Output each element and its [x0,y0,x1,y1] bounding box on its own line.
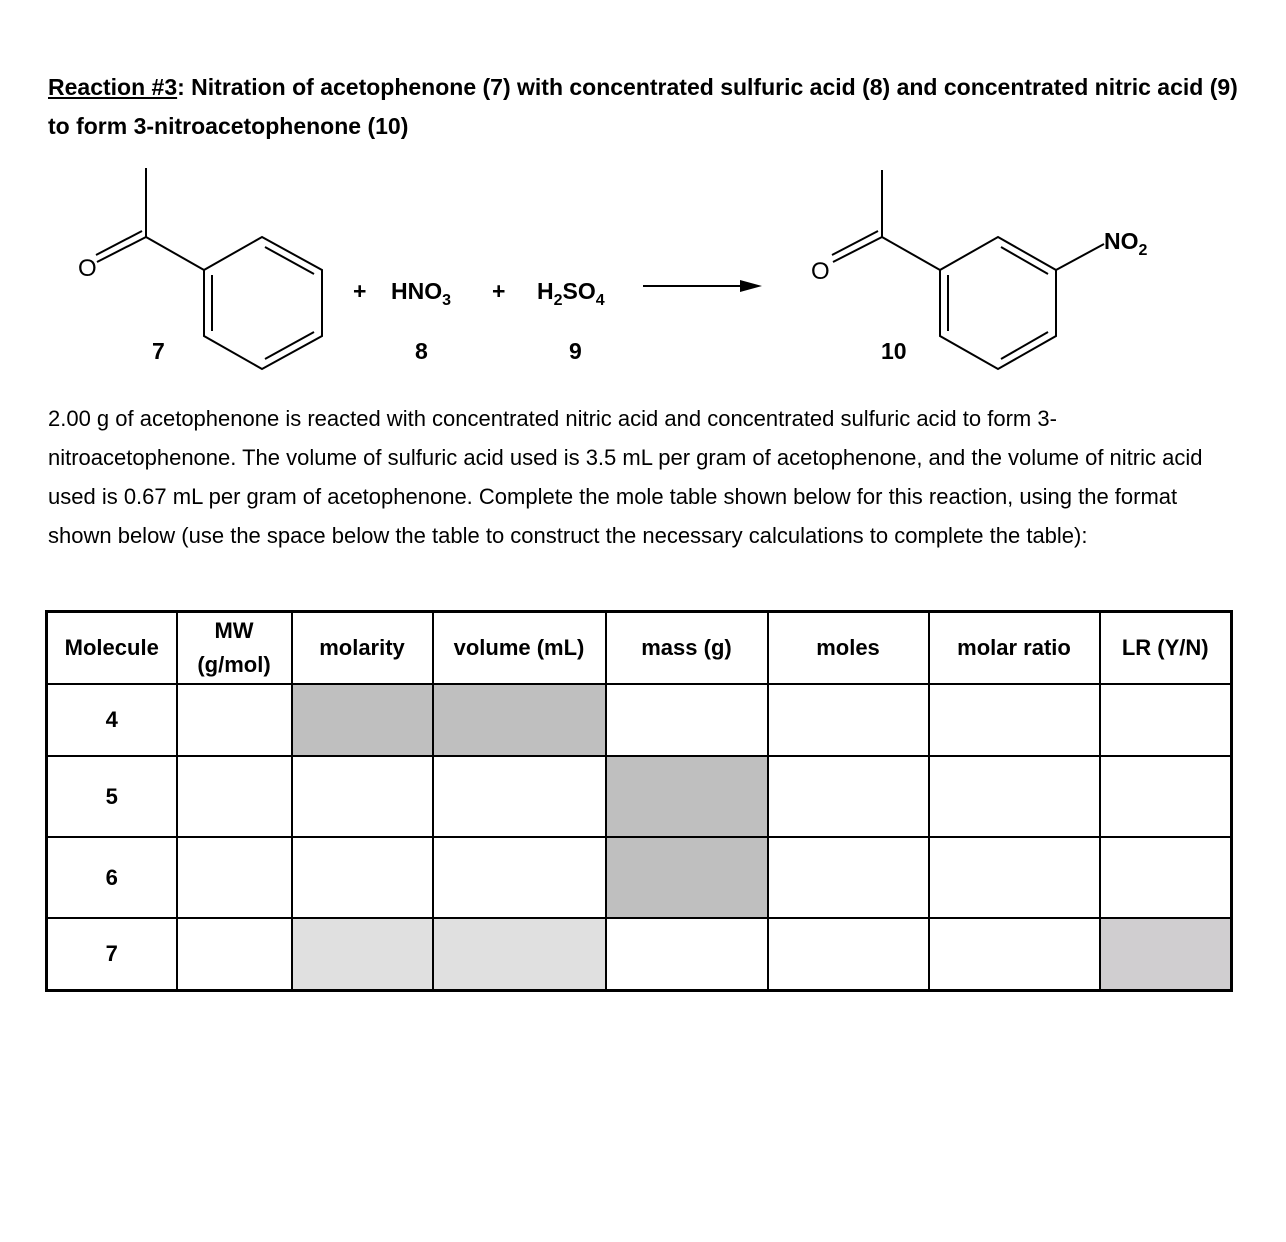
table-cell [606,918,768,991]
table-cell [1100,837,1232,918]
table-cell [768,837,929,918]
shaded-cell [1100,918,1232,991]
header-molecule: Molecule [47,612,177,685]
table-row [47,918,1232,991]
table-cell [768,756,929,837]
problem-statement: 2.00 g of acetophenone is reacted with concentrated nitric acid and concentrated sulfuric acid to form 3-nitroacetophenone. The volume of sulfuric acid used is 3.5 mL per gram of acetophenone, and the volume of nitric acid used is 0.67 mL per gram of acetophenone. Complete the mole table shown below for this reaction, using the format shown below (use the space below the table to construct the necessary calculations to complete the table): [48,406,1203,548]
mole-table [45,610,1233,992]
table-cell [433,756,606,837]
table-cell [177,837,292,918]
table-cell [1100,684,1232,756]
plus-sign-2: + [492,278,506,304]
table-cell [292,837,433,918]
shaded-cell [433,918,606,991]
shaded-cell [433,684,606,756]
table-cell [177,756,292,837]
compound-number-7: 7 [152,338,165,364]
reaction-heading [48,68,1248,146]
nitro-bond [1056,244,1104,270]
row-molecule-label: 5 [47,756,177,837]
reactant-benzene-ring [204,237,322,369]
table-cell [768,918,929,991]
row-molecule-label: 6 [47,837,177,918]
table-cell [929,837,1100,918]
table-cell [177,918,292,991]
product-benzene-ring [940,237,1056,369]
reactant-oxygen-label: O [78,255,97,282]
reaction-scheme [0,160,1286,390]
reaction-scheme-drawing [0,160,1286,390]
nitro-group-label: $NO_2$ [1104,228,1148,259]
header-mw: MW (g/mol) [177,612,292,685]
product-oxygen-label: O [811,258,830,285]
table-cell [929,756,1100,837]
header-molarity: molarity [292,612,433,685]
reaction-label: Reaction #3 [48,74,178,100]
table-header-row [47,612,1232,685]
table-cell [1100,756,1232,837]
row-molecule-label: 4 [47,684,177,756]
compound-number-9: 9 [569,338,582,364]
header-volume: volume (mL) [433,612,606,685]
header-molar-ratio: molar ratio [929,612,1100,685]
table-cell [929,918,1100,991]
reactant-ring-bond [146,237,204,270]
table-row [47,684,1232,756]
shaded-cell [606,837,768,918]
nitric-acid-formula: $HNO_3$ [391,278,452,309]
table-cell [177,684,292,756]
reaction-arrow-head [740,280,762,292]
table-row [47,756,1232,837]
compound-number-8: 8 [415,338,428,364]
header-moles: moles [768,612,929,685]
shaded-cell [292,684,433,756]
table-row [47,837,1232,918]
table-cell [768,684,929,756]
table-cell [433,837,606,918]
compound-number-10: 10 [881,338,907,364]
header-limiting-reagent: LR (Y/N) [1100,612,1232,685]
table-cell [292,756,433,837]
row-molecule-label: 7 [47,918,177,991]
sulfuric-acid-formula: $H_2SO_4$ [537,278,605,309]
shaded-cell [606,756,768,837]
header-mass: mass (g) [606,612,768,685]
table-cell [606,684,768,756]
plus-sign-1: + [353,278,367,304]
table-cell [929,684,1100,756]
reaction-description: : Nitration of acetophenone (7) with concentrated sulfuric acid (8) and concentrated nitric acid (9) to form 3-nitroacetophenone (10) [48,74,1238,139]
shaded-cell [292,918,433,991]
product-ring-bond [882,237,940,270]
